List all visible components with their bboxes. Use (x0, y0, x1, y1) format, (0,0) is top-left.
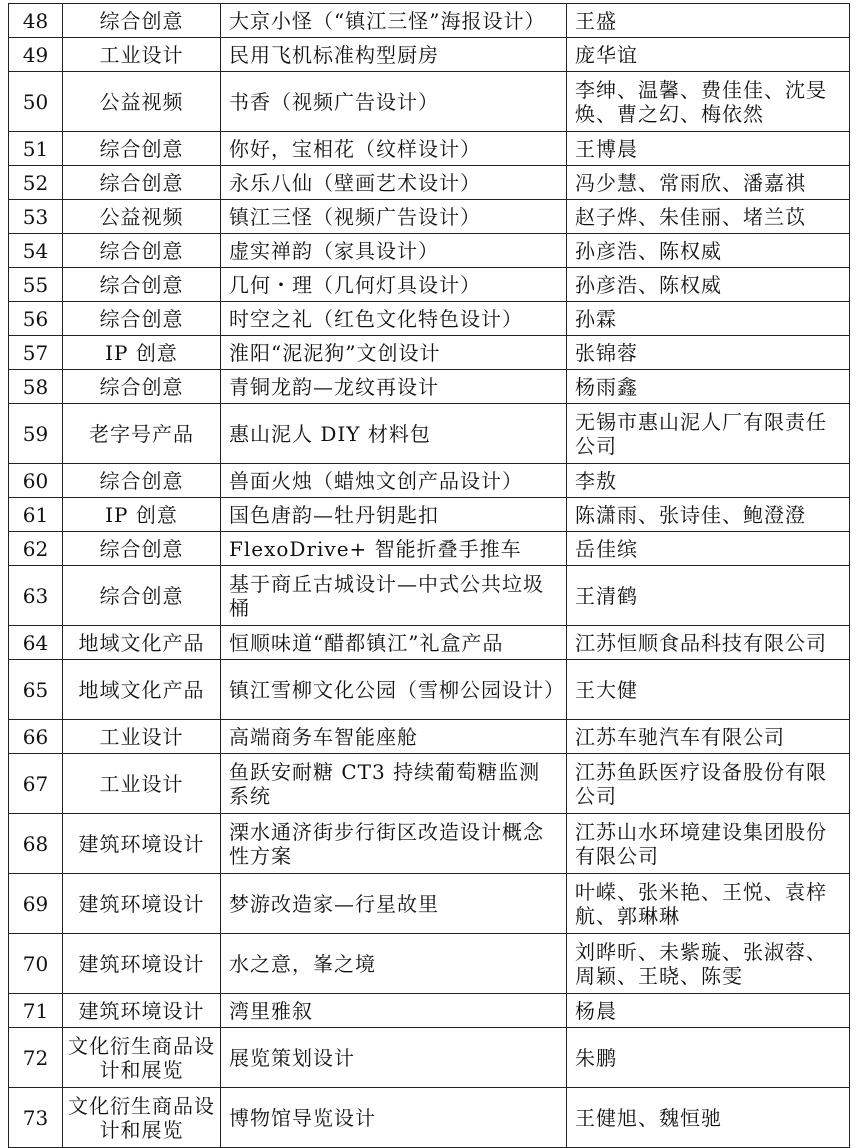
row-author-cell: 杨雨鑫 (567, 370, 850, 404)
row-work-title-cell: 高端商务车智能座舱 (221, 720, 567, 754)
row-category-cell: IP 创意 (63, 498, 221, 532)
row-category-cell: 地域文化产品 (63, 660, 221, 720)
row-number-cell: 56 (9, 302, 63, 336)
row-category-cell: 综合创意 (63, 302, 221, 336)
row-number-cell: 67 (9, 754, 63, 814)
row-category-cell: 公益视频 (63, 72, 221, 132)
row-author-cell: 庞华谊 (567, 38, 850, 72)
row-work-title-cell: 湾里雅叙 (221, 994, 567, 1028)
row-number-cell: 64 (9, 626, 63, 660)
row-number-cell: 70 (9, 934, 63, 994)
row-work-title-cell: 青铜龙韵—龙纹再设计 (221, 370, 567, 404)
row-work-title-cell: 恒顺味道“醋都镇江”礼盒产品 (221, 626, 567, 660)
table-row (9, 814, 850, 874)
row-number-cell: 53 (9, 200, 63, 234)
row-work-title-cell: 博物馆导览设计 (221, 1088, 567, 1148)
row-work-title-cell: 镇江雪柳文化公园（雪柳公园设计） (221, 660, 567, 720)
table-row (9, 302, 850, 336)
row-author-cell: 朱鹏 (567, 1028, 850, 1088)
row-author-cell: 叶嵘、张米艳、王悦、袁梓航、郭琳琳 (567, 874, 850, 934)
table-row (9, 532, 850, 566)
table-row (9, 72, 850, 132)
row-category-cell: 综合创意 (63, 132, 221, 166)
row-work-title-cell: 你好，宝相花（纹样设计） (221, 132, 567, 166)
row-category-cell: 综合创意 (63, 4, 221, 38)
table-row (9, 404, 850, 464)
table-row (9, 336, 850, 370)
row-author-cell: 冯少慧、常雨欣、潘嘉祺 (567, 166, 850, 200)
row-work-title-cell: 兽面火烛（蜡烛文创产品设计） (221, 464, 567, 498)
row-category-cell: 建筑环境设计 (63, 814, 221, 874)
row-number-cell: 50 (9, 72, 63, 132)
table-row (9, 754, 850, 814)
awards-table-sheet (8, 3, 850, 1148)
table-row (9, 1088, 850, 1148)
table-row (9, 498, 850, 532)
row-category-cell: 工业设计 (63, 720, 221, 754)
row-category-cell: 综合创意 (63, 532, 221, 566)
table-row (9, 234, 850, 268)
table-row (9, 626, 850, 660)
row-author-cell: 李绅、温馨、费佳佳、沈旻焕、曹之幻、梅依然 (567, 72, 850, 132)
row-number-cell: 73 (9, 1088, 63, 1148)
row-category-cell: 综合创意 (63, 268, 221, 302)
row-work-title-cell: 永乐八仙（壁画艺术设计） (221, 166, 567, 200)
row-work-title-cell: 虚实禅韵（家具设计） (221, 234, 567, 268)
row-number-cell: 59 (9, 404, 63, 464)
row-category-cell: 老字号产品 (63, 404, 221, 464)
table-row (9, 38, 850, 72)
row-number-cell: 69 (9, 874, 63, 934)
row-number-cell: 61 (9, 498, 63, 532)
row-category-cell: 综合创意 (63, 566, 221, 626)
row-number-cell: 52 (9, 166, 63, 200)
row-author-cell: 王博晨 (567, 132, 850, 166)
row-number-cell: 72 (9, 1028, 63, 1088)
table-row (9, 4, 850, 38)
row-work-title-cell: 惠山泥人 DIY 材料包 (221, 404, 567, 464)
table-row (9, 200, 850, 234)
row-author-cell: 王大健 (567, 660, 850, 720)
row-author-cell: 岳佳缤 (567, 532, 850, 566)
row-author-cell: 王盛 (567, 4, 850, 38)
row-work-title-cell: 大京小怪（“镇江三怪”海报设计） (221, 4, 567, 38)
row-author-cell: 王健旭、魏恒驰 (567, 1088, 850, 1148)
row-author-cell: 赵子烨、朱佳丽、堵兰苡 (567, 200, 850, 234)
table-row (9, 1028, 850, 1088)
row-number-cell: 62 (9, 532, 63, 566)
row-work-title-cell: 展览策划设计 (221, 1028, 567, 1088)
row-work-title-cell: 几何・理（几何灯具设计） (221, 268, 567, 302)
table-row (9, 660, 850, 720)
row-category-cell: 综合创意 (63, 464, 221, 498)
table-row (9, 166, 850, 200)
row-work-title-cell: 鱼跃安耐糖 CT3 持续葡萄糖监测系统 (221, 754, 567, 814)
row-category-cell: IP 创意 (63, 336, 221, 370)
row-work-title-cell: 溧水通济街步行街区改造设计概念性方案 (221, 814, 567, 874)
row-number-cell: 68 (9, 814, 63, 874)
row-category-cell: 建筑环境设计 (63, 994, 221, 1028)
row-number-cell: 55 (9, 268, 63, 302)
table-row (9, 268, 850, 302)
row-work-title-cell: 镇江三怪（视频广告设计） (221, 200, 567, 234)
awards-table (8, 3, 850, 1148)
row-category-cell: 综合创意 (63, 234, 221, 268)
row-category-cell: 公益视频 (63, 200, 221, 234)
row-number-cell: 49 (9, 38, 63, 72)
table-row (9, 370, 850, 404)
row-category-cell: 综合创意 (63, 370, 221, 404)
row-category-cell: 综合创意 (63, 166, 221, 200)
row-author-cell: 江苏车驰汽车有限公司 (567, 720, 850, 754)
row-work-title-cell: 民用飞机标准构型厨房 (221, 38, 567, 72)
row-author-cell: 孙彦浩、陈权威 (567, 268, 850, 302)
table-row (9, 132, 850, 166)
table-row (9, 464, 850, 498)
row-category-cell: 工业设计 (63, 754, 221, 814)
row-category-cell: 文化衍生商品设计和展览 (63, 1088, 221, 1148)
row-category-cell: 地域文化产品 (63, 626, 221, 660)
row-category-cell: 建筑环境设计 (63, 934, 221, 994)
row-work-title-cell: 时空之礼（红色文化特色设计） (221, 302, 567, 336)
row-number-cell: 66 (9, 720, 63, 754)
row-number-cell: 57 (9, 336, 63, 370)
row-author-cell: 王清鹤 (567, 566, 850, 626)
row-work-title-cell: 水之意，峯之境 (221, 934, 567, 994)
row-category-cell: 建筑环境设计 (63, 874, 221, 934)
row-author-cell: 刘晔昕、未紫璇、张淑蓉、周颖、王晓、陈雯 (567, 934, 850, 994)
row-author-cell: 孙霖 (567, 302, 850, 336)
row-author-cell: 李敖 (567, 464, 850, 498)
row-number-cell: 71 (9, 994, 63, 1028)
row-number-cell: 63 (9, 566, 63, 626)
table-row (9, 874, 850, 934)
table-row (9, 566, 850, 626)
row-author-cell: 江苏恒顺食品科技有限公司 (567, 626, 850, 660)
row-author-cell: 江苏鱼跃医疗设备股份有限公司 (567, 754, 850, 814)
row-author-cell: 陈潇雨、张诗佳、鲍澄澄 (567, 498, 850, 532)
row-number-cell: 60 (9, 464, 63, 498)
awards-table-body (9, 4, 850, 1148)
row-category-cell: 文化衍生商品设计和展览 (63, 1028, 221, 1088)
row-category-cell: 工业设计 (63, 38, 221, 72)
row-number-cell: 65 (9, 660, 63, 720)
row-number-cell: 48 (9, 4, 63, 38)
table-row (9, 994, 850, 1028)
row-work-title-cell: FlexoDrive+ 智能折叠手推车 (221, 532, 567, 566)
row-work-title-cell: 淮阳“泥泥狗”文创设计 (221, 336, 567, 370)
row-number-cell: 54 (9, 234, 63, 268)
row-work-title-cell: 书香（视频广告设计） (221, 72, 567, 132)
row-author-cell: 无锡市惠山泥人厂有限责任公司 (567, 404, 850, 464)
row-author-cell: 杨晨 (567, 994, 850, 1028)
row-work-title-cell: 基于商丘古城设计—中式公共垃圾桶 (221, 566, 567, 626)
row-work-title-cell: 梦游改造家—行星故里 (221, 874, 567, 934)
row-author-cell: 张锦蓉 (567, 336, 850, 370)
row-author-cell: 孙彦浩、陈权威 (567, 234, 850, 268)
row-author-cell: 江苏山水环境建设集团股份有限公司 (567, 814, 850, 874)
row-work-title-cell: 国色唐韵—牡丹钥匙扣 (221, 498, 567, 532)
row-number-cell: 51 (9, 132, 63, 166)
table-row (9, 934, 850, 994)
row-number-cell: 58 (9, 370, 63, 404)
table-row (9, 720, 850, 754)
